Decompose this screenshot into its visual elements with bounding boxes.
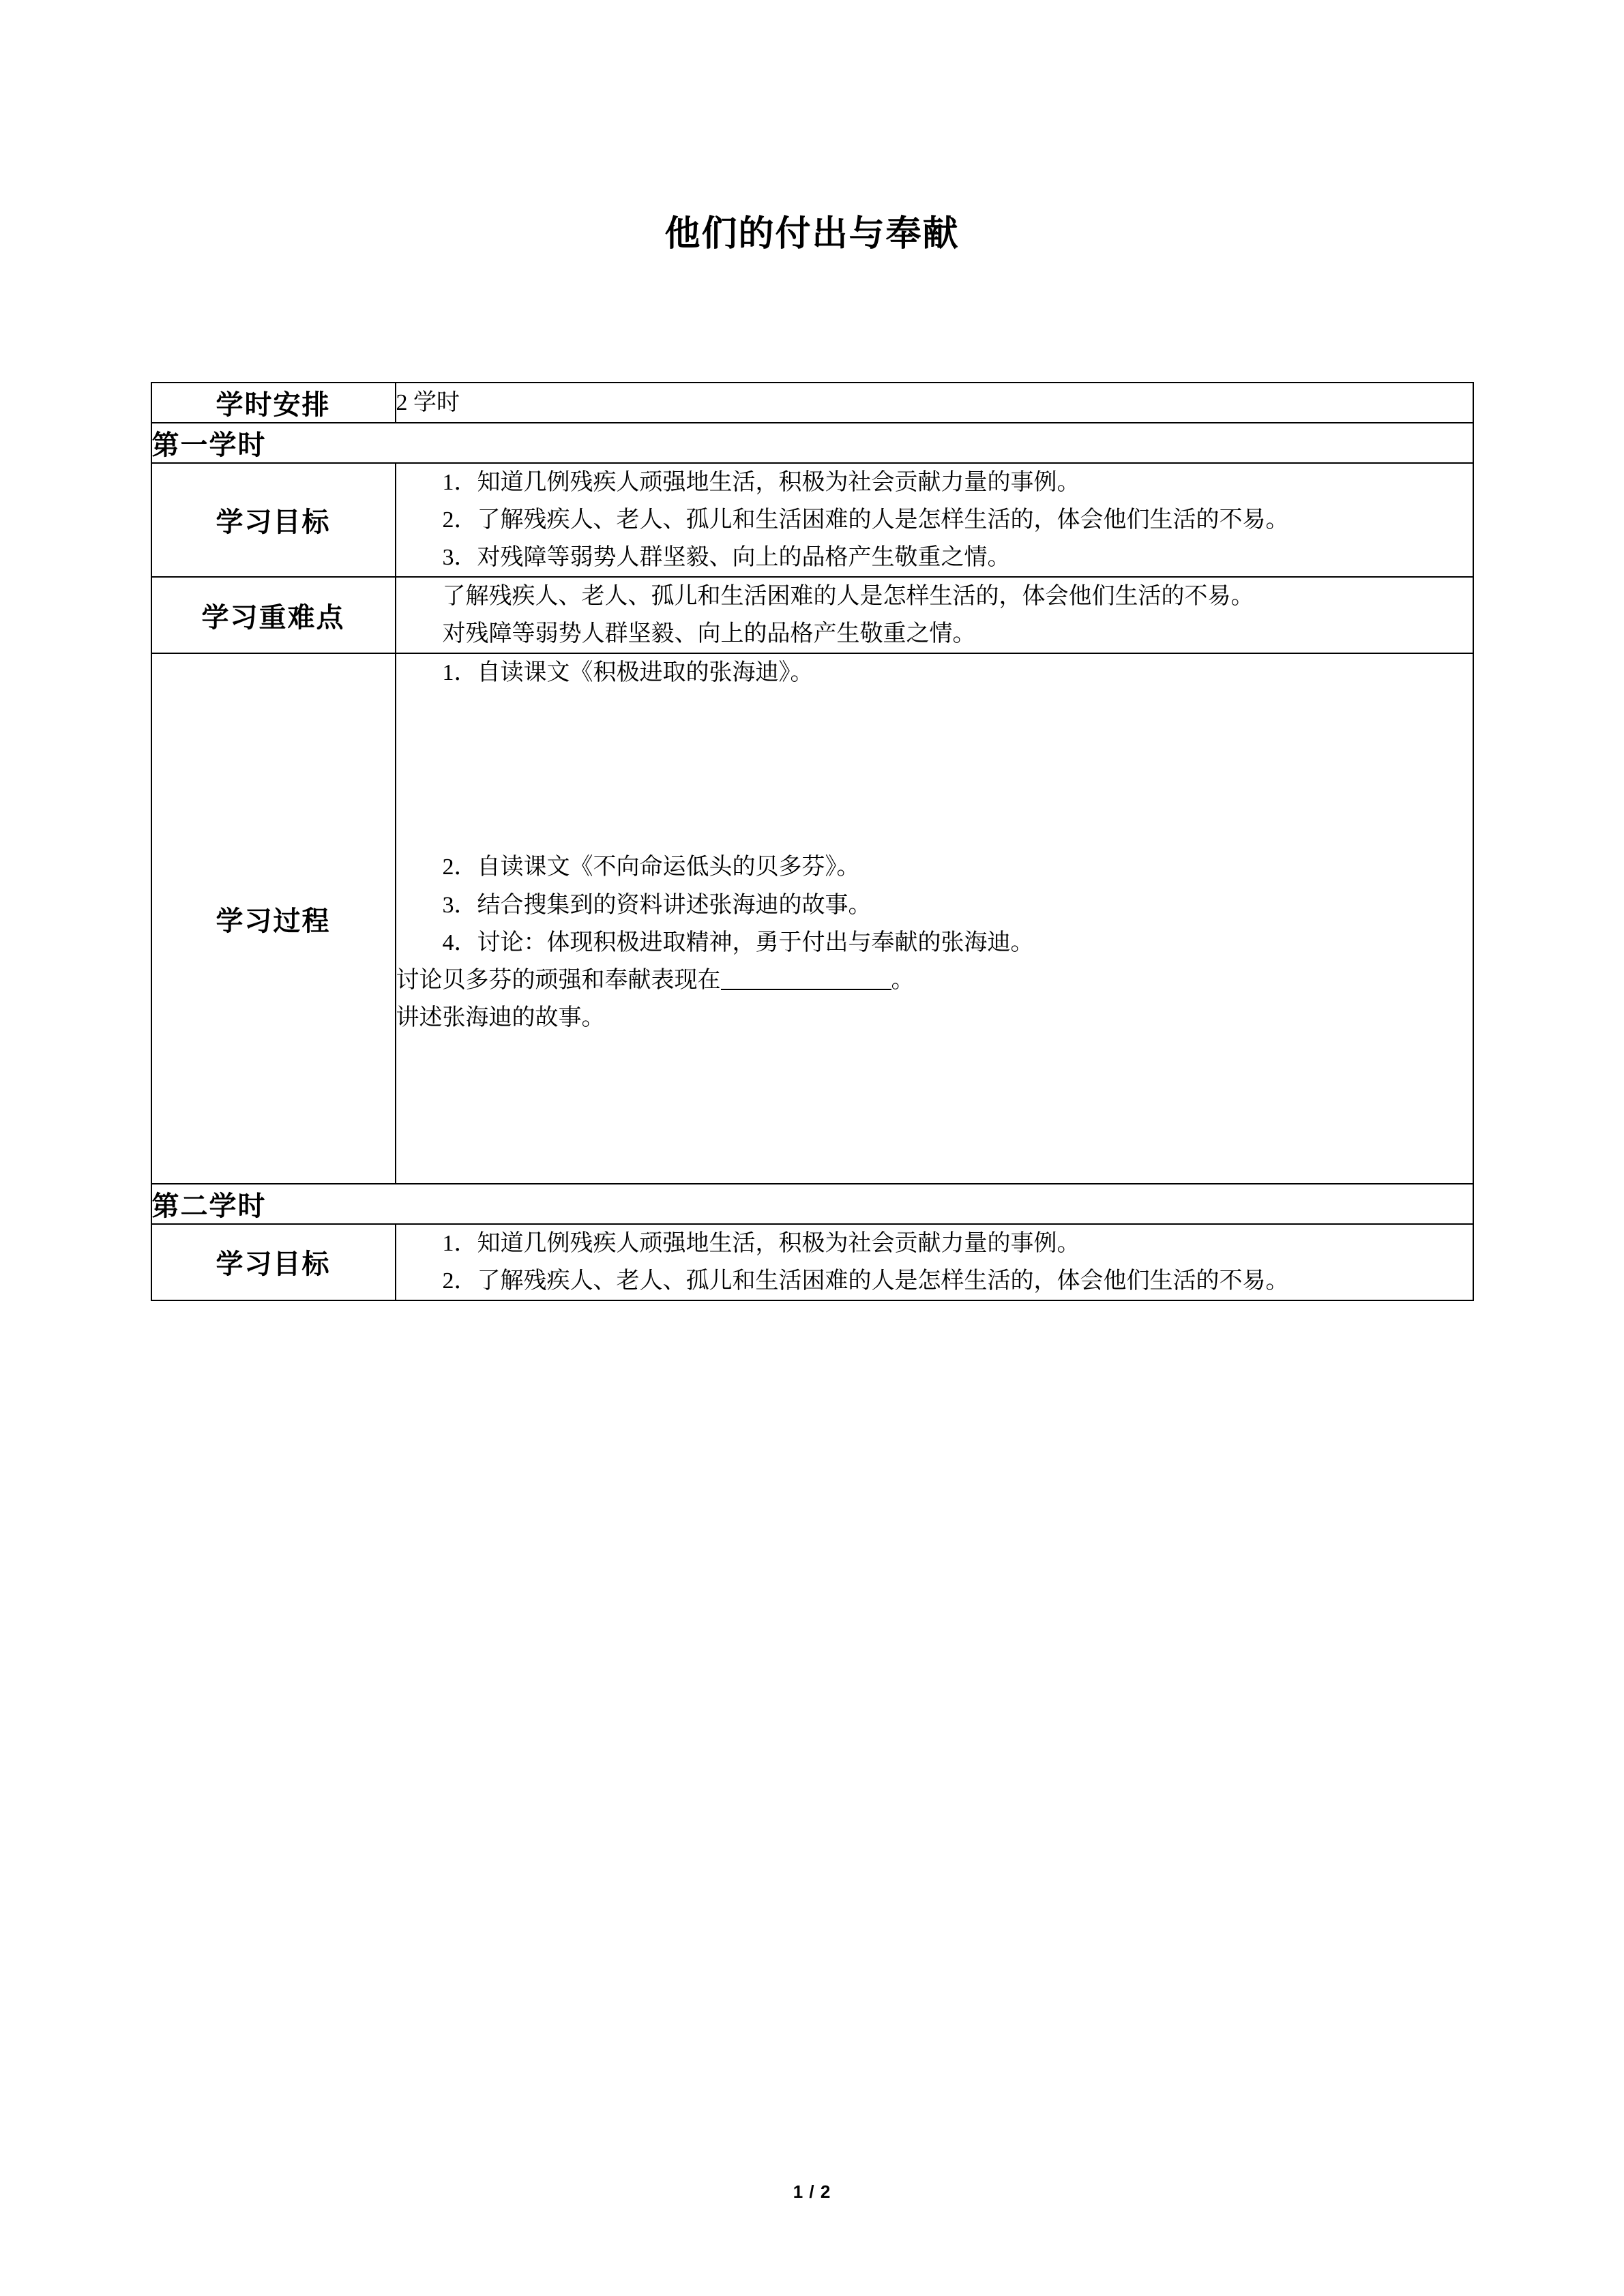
row-content-objectives-1 xyxy=(396,463,1473,577)
process-fill-in-line xyxy=(396,961,1473,999)
row-content-process xyxy=(396,653,1473,1183)
row-content-key-points xyxy=(396,577,1473,653)
objective-line: 1．知道几例残疾人顽强地生活，积极为社会贡献力量的事例。 xyxy=(442,1230,1080,1256)
row-label-process: 学习过程 xyxy=(151,653,396,1183)
process-step-line: 1．自读课文《积极进取的张海迪》。 xyxy=(442,660,814,686)
key-point-line: 了解残疾人、老人、孤儿和生活困难的人是怎样生活的，体会他们生活的不易。 xyxy=(442,584,1254,610)
row-content-objectives-2 xyxy=(396,1224,1473,1300)
row-label-schedule: 学时安排 xyxy=(151,383,396,423)
table-row xyxy=(151,577,1473,653)
schedule-value: 2 学时 xyxy=(396,389,460,415)
process-step-line: 3．结合搜集到的资料讲述张海迪的故事。 xyxy=(442,892,872,918)
fill-in-period: 。 xyxy=(891,967,915,993)
table-row xyxy=(151,423,1473,463)
fill-in-blank[interactable] xyxy=(721,966,891,990)
process-step-line: 4．讨论：体现积极进取精神，勇于付出与奉献的张海迪。 xyxy=(442,929,1034,955)
objective-line: 2．了解残疾人、老人、孤儿和生活困难的人是怎样生活的，体会他们生活的不易。 xyxy=(442,1268,1289,1294)
lesson-table-wrapper xyxy=(151,382,1474,1301)
fill-in-prompt: 讨论贝多芬的顽强和奉献表现在 xyxy=(396,967,721,993)
objective-line: 1．知道几例残疾人顽强地生活，积极为社会贡献力量的事例。 xyxy=(442,470,1080,495)
table-row xyxy=(151,383,1473,423)
key-point-line: 对残障等弱势人群坚毅、向上的品格产生敬重之情。 xyxy=(442,621,976,647)
lesson-plan-table xyxy=(151,382,1474,1301)
table-row xyxy=(151,653,1473,1183)
row-content-schedule xyxy=(396,383,1473,423)
process-blank-space xyxy=(396,691,1473,848)
table-row xyxy=(151,1184,1473,1224)
table-row xyxy=(151,1224,1473,1300)
page-title: 他们的付出与奉献 xyxy=(664,214,960,254)
row-label-objectives-2: 学习目标 xyxy=(151,1224,396,1300)
process-step-line: 2．自读课文《不向命运低头的贝多芬》。 xyxy=(442,854,860,880)
row-label-key-points: 学习重难点 xyxy=(151,577,396,653)
process-blank-space-bottom xyxy=(396,1037,1473,1183)
objective-line: 3．对残障等弱势人群坚毅、向上的品格产生敬重之情。 xyxy=(442,545,1011,571)
process-step-line: 讲述张海迪的故事。 xyxy=(396,1004,605,1030)
table-row xyxy=(151,463,1473,577)
section-header-period-one: 第一学时 xyxy=(151,423,1473,463)
page-number: 1 / 2 xyxy=(793,2181,831,2202)
objective-line: 2．了解残疾人、老人、孤儿和生活困难的人是怎样生活的，体会他们生活的不易。 xyxy=(442,507,1289,533)
row-label-objectives-1: 学习目标 xyxy=(151,463,396,577)
section-header-period-two: 第二学时 xyxy=(151,1184,1473,1224)
